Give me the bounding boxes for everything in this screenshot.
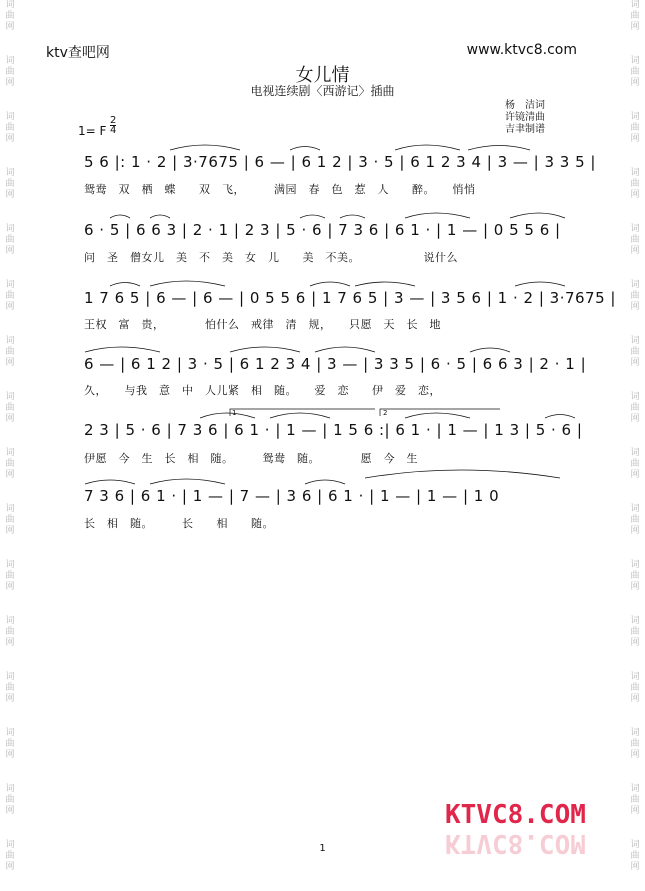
notation-line-4: 6 — | 6 1 2 | 3 · 5 | 6 1 2 3 4 | 3 — | 3 3 5 | 6 · 5 | 6 6 3 | 2 · 1 |: [84, 355, 587, 373]
lyric-line-1: 鸳鸯 双 栖 蝶 双 飞， 满园 春 色 惹 人 醉。 悄悄: [84, 183, 476, 196]
watermark-text: 词 曲 网: [630, 840, 640, 872]
watermark-text: 词 曲 网: [5, 56, 15, 88]
song-title: 女儿情: [295, 65, 350, 86]
watermark-text: 词 曲 网: [630, 672, 640, 704]
watermark-text: 词 曲 网: [630, 784, 640, 816]
watermark-text: 词 曲 网: [630, 448, 640, 480]
page-number: 1: [319, 843, 326, 854]
watermark-text: 词 曲 网: [5, 728, 15, 760]
watermark-text: 词 曲 网: [630, 224, 640, 256]
watermark-text: 词 曲 网: [630, 504, 640, 536]
lyric-line-4: 久， 与我 意 中 人儿紧 相 随。 爱 恋 伊 爱 恋，: [84, 384, 441, 397]
notation-line-2: 6 · 5 | 6 6 3 | 2 · 1 | 2 3 | 5 · 6 | 7 3 6 | 6 1 · | 1 — | 0 5 5 6 |: [84, 221, 561, 239]
lyric-line-5: 伊愿 今 生 长 相 随。 鸳鸯 随。 愿 今 生: [84, 452, 418, 465]
notation-line-6: 7 3 6 | 6 1 · | 1 — | 7 — | 3 6 | 6 1 · | 1 — | 1 — | 1 0: [84, 487, 500, 505]
watermark-text: 词 曲 网: [5, 784, 15, 816]
site-name: ktv查吧网: [46, 45, 110, 61]
site-url[interactable]: www.ktvc8.com: [466, 42, 577, 58]
watermark-text: 词 曲 网: [630, 560, 640, 592]
song-subtitle: 电视连续剧〈西游记〉插曲: [250, 84, 395, 98]
watermark-text: 词 曲 网: [630, 616, 640, 648]
ktvc8-logo: KTVC8.COM: [445, 800, 586, 830]
watermark-text: 词 曲 网: [5, 168, 15, 200]
watermark-text: 词 曲 网: [5, 504, 15, 536]
credit-composer: 许镜清曲: [505, 112, 545, 123]
watermark-text: 词 曲 网: [630, 112, 640, 144]
volta-1-label: 1: [232, 409, 237, 417]
watermark-text: 词 曲 网: [5, 616, 15, 648]
notation-line-5: 2 3 | 5 · 6 | 7 3 6 | 6 1 · | 1 — | 1 5 6 :| 6 1 · | 1 — | 1 3 | 5 · 6 |: [84, 421, 583, 439]
lyric-line-2: 问 圣 僧女儿 美 不 美 女 儿 美 不美。 说什么: [84, 251, 458, 264]
notation-line-1: 5 6 |: 1 · 2 | 3·7675 | 6 — | 6 1 2 | 3 · 5 | 6 1 2 3 4 | 3 — | 3 3 5 |: [84, 153, 596, 171]
volta-2-label: 2: [383, 409, 388, 417]
watermark-text: 词 曲 网: [630, 392, 640, 424]
lyric-line-6: 长 相 随。 长 相 随。: [84, 517, 274, 530]
notation-line-3: 1 7 6 5 | 6 — | 6 — | 0 5 5 6 | 1 7 6 5 | 3 — | 3 5 6 | 1 · 2 | 3·7675 |: [84, 289, 616, 307]
watermark-text: 词 曲 网: [630, 168, 640, 200]
time-signature-bottom: 4: [110, 125, 117, 136]
watermark-text: 词 曲 网: [5, 392, 15, 424]
watermark-text: 词 曲 网: [5, 336, 15, 368]
watermark-text: 词 曲 网: [5, 224, 15, 256]
watermark-text: 词 曲 网: [630, 280, 640, 312]
ktvc8-logo-reflection: KTVC8.COM: [445, 828, 586, 858]
watermark-text: 词 曲 网: [630, 0, 640, 32]
credit-lyricist: 杨 洁词: [505, 100, 545, 111]
watermark-text: 词 曲 网: [630, 56, 640, 88]
watermark-text: 词 曲 网: [5, 280, 15, 312]
watermark-text: 词 曲 网: [5, 560, 15, 592]
credit-transcriber: 吉聿制谱: [505, 124, 545, 135]
watermark-text: 词 曲 网: [5, 0, 15, 32]
time-signature-top: 2: [110, 115, 117, 126]
watermark-text: 词 曲 网: [630, 336, 640, 368]
watermark-text: 词 曲 网: [5, 448, 15, 480]
key-signature: 1= F: [78, 124, 107, 138]
watermark-text: 词 曲 网: [5, 672, 15, 704]
watermark-text: 词 曲 网: [630, 728, 640, 760]
watermark-text: 词 曲 网: [5, 112, 15, 144]
lyric-line-3: 王权 富 贵， 怕什么 戒律 清 规， 只愿 天 长 地: [84, 318, 441, 331]
watermark-text: 词 曲 网: [5, 840, 15, 872]
